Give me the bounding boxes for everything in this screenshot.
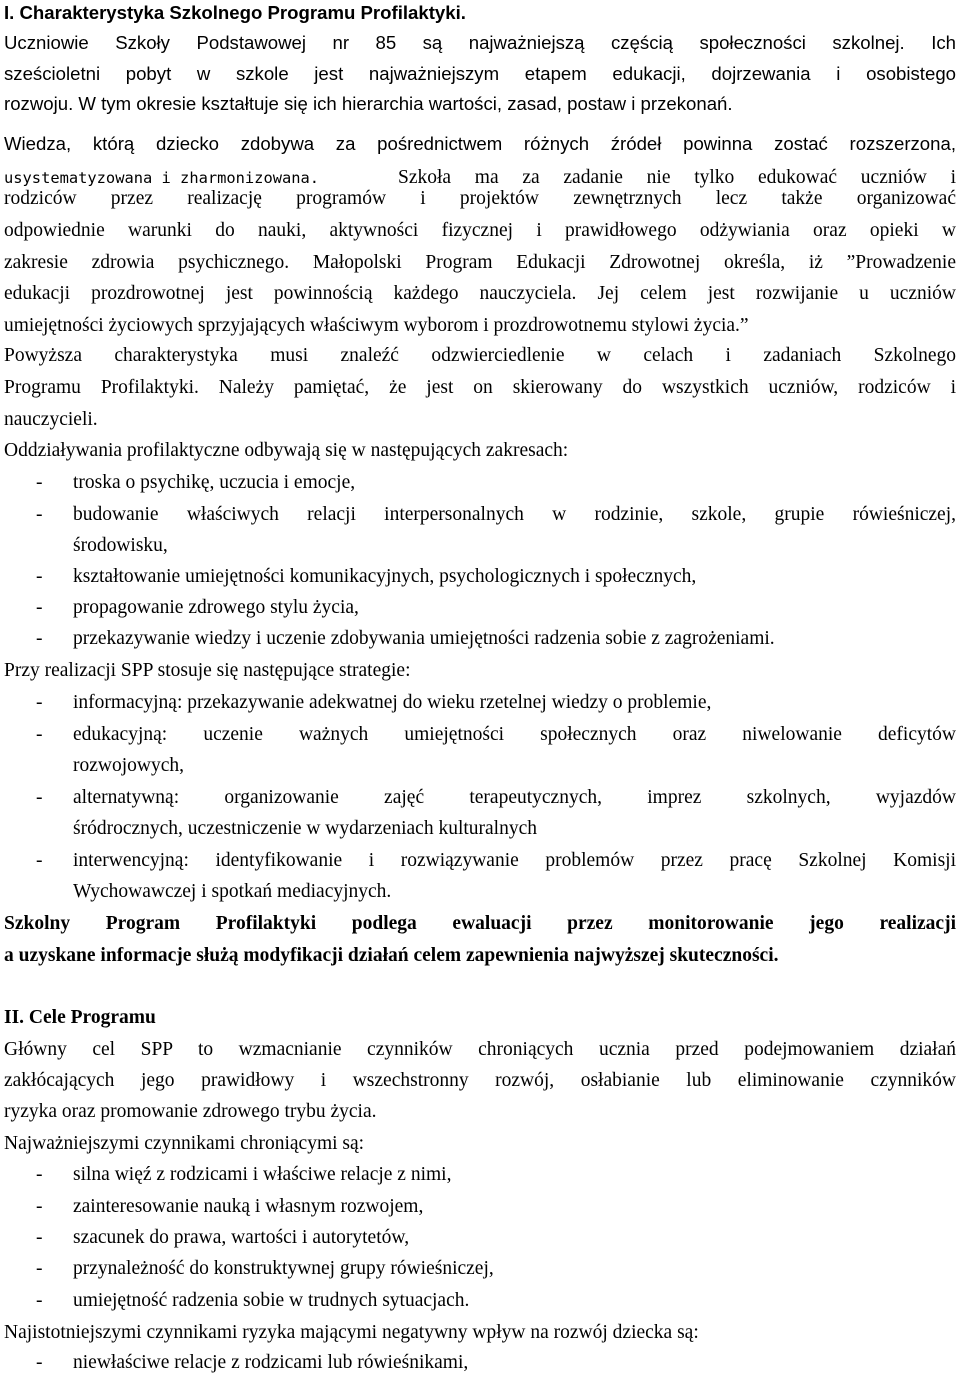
paragraph-line: nauczycieli.: [4, 409, 98, 430]
list-bullet: -: [36, 597, 43, 618]
section-heading: II. Cele Programu: [4, 1007, 156, 1028]
paragraph-line: rodziców przez realizację programów i projektów zewnętrznych lecz także organizować: [4, 188, 956, 209]
list-item-text: budowanie właściwych relacji interpersonalnych w rodzinie, szkole, grupie rówieśniczej,: [73, 504, 956, 525]
list-item-text: zainteresowanie nauką i własnym rozwojem,: [73, 1196, 424, 1217]
paragraph-line: zakłócających jego prawidłowy i wszechstronny rozwój, osłabianie lub eliminowanie czynników: [4, 1070, 956, 1091]
list-intro: Najważniejszymi czynnikami chroniącymi są:: [4, 1133, 365, 1154]
paragraph-fragment: Szkoła ma za zadanie nie tylko edukować uczniów i: [398, 167, 956, 188]
list-item-text: umiejętność radzenia sobie w trudnych sytuacjach.: [73, 1290, 470, 1311]
list-bullet: -: [36, 504, 43, 525]
list-item-continuation: rozwojowych,: [73, 755, 185, 776]
list-item-text: szacunek do prawa, wartości i autorytetów,: [73, 1227, 410, 1248]
list-item-text: silna więź z rodzicami i właściwe relacje z nimi,: [73, 1164, 452, 1185]
list-item-text: niewłaściwe relacje z rodzicami lub rówieśnikami,: [73, 1352, 469, 1373]
list-bullet: -: [36, 692, 43, 713]
list-bullet: -: [36, 850, 43, 871]
list-item-text: edukacyjną: uczenie ważnych umiejętności społecznych oraz niwelowanie deficytów: [73, 724, 956, 745]
paragraph-line: rozwoju. W tym okresie kształtuje się ich hierarchia wartości, zasad, postaw i przekonań.: [4, 93, 733, 114]
paragraph-fragment: usystematyzowana i zharmonizowana.: [4, 169, 320, 187]
paragraph-line: sześcioletni pobyt w szkole jest najważniejszym etapem edukacji, dojrzewania i osobistego: [4, 63, 956, 84]
paragraph-line: Uczniowie Szkoły Podstawowej nr 85 są najważniejszą częścią społeczności szkolnej. Ich: [4, 32, 956, 53]
paragraph-line: odpowiednie warunki do nauki, aktywności fizycznej i prawidłowego odżywiania oraz opieki w: [4, 220, 956, 241]
bold-statement-line: Szkolny Program Profilaktyki podlega ewaluacji przez monitorowanie jego realizacji: [4, 913, 956, 934]
list-intro: Oddziaływania profilaktyczne odbywają się w następujących zakresach:: [4, 440, 569, 461]
paragraph-line: Programu Profilaktyki. Należy pamiętać, że jest on skierowany do wszystkich uczniów, rodziców i: [4, 377, 956, 398]
section-heading: I. Charakterystyka Szkolnego Programu Profilaktyki.: [4, 2, 466, 23]
list-item-text: propagowanie zdrowego stylu życia,: [73, 597, 359, 618]
list-bullet: -: [36, 724, 43, 745]
list-item-continuation: śródrocznych, uczestniczenie w wydarzeniach kulturalnych: [73, 818, 538, 839]
list-bullet: -: [36, 1352, 43, 1373]
list-bullet: -: [36, 1290, 43, 1311]
list-item-text: przekazywanie wiedzy i uczenie zdobywania umiejętności radzenia sobie z zagrożeniami.: [73, 628, 775, 649]
paragraph-line: edukacji prozdrowotnej jest powinnością każdego nauczyciela. Jej celem jest rozwijanie u uczniów: [4, 283, 956, 304]
list-item-text: alternatywną: organizowanie zajęć terapeutycznych, imprez szkolnych, wyjazdów: [73, 787, 956, 808]
paragraph-line: zakresie zdrowia psychicznego. Małopolski Program Edukacji Zdrowotnej określa, iż ”Prowadzenie: [4, 252, 956, 273]
list-bullet: -: [36, 1164, 43, 1185]
list-item-continuation: środowisku,: [73, 535, 168, 556]
list-bullet: -: [36, 628, 43, 649]
paragraph-line: Wiedza, którą dziecko zdobywa za pośrednictwem różnych źródeł powinna zostać rozszerzona,: [4, 133, 956, 154]
list-bullet: -: [36, 787, 43, 808]
list-item-text: troska o psychikę, uczucia i emocje,: [73, 472, 356, 493]
paragraph-line: Główny cel SPP to wzmacnianie czynników chroniących ucznia przed podejmowaniem działań: [4, 1039, 956, 1060]
list-bullet: -: [36, 566, 43, 587]
list-bullet: -: [36, 1196, 43, 1217]
list-intro: Najistotniejszymi czynnikami ryzyka mającymi negatywny wpływ na rozwój dziecka są:: [4, 1322, 699, 1343]
list-intro: Przy realizacji SPP stosuje się następujące strategie:: [4, 660, 411, 681]
list-item-text: kształtowanie umiejętności komunikacyjnych, psychologicznych i społecznych,: [73, 566, 697, 587]
paragraph-line: Powyższa charakterystyka musi znaleźć odzwierciedlenie w celach i zadaniach Szkolnego: [4, 345, 956, 366]
list-item-continuation: Wychowawczej i spotkań mediacyjnych.: [73, 881, 392, 902]
list-item-text: przynależność do konstruktywnej grupy rówieśniczej,: [73, 1258, 494, 1279]
list-bullet: -: [36, 1258, 43, 1279]
list-item-text: informacyjną: przekazywanie adekwatnej do wieku rzetelnej wiedzy o problemie,: [73, 692, 712, 713]
bold-statement-line: a uzyskane informacje służą modyfikacji działań celem zapewnienia najwyższej skuteczności.: [4, 945, 779, 966]
paragraph-line: umiejętności życiowych sprzyjających właściwym wyborom i prozdrowotnemu stylowi życia.”: [4, 315, 749, 336]
list-bullet: -: [36, 472, 43, 493]
list-bullet: -: [36, 1227, 43, 1248]
paragraph-line: ryzyka oraz promowanie zdrowego trybu życia.: [4, 1101, 377, 1122]
list-item-text: interwencyjną: identyfikowanie i rozwiązywanie problemów przez pracę Szkolnej Komisji: [73, 850, 956, 871]
